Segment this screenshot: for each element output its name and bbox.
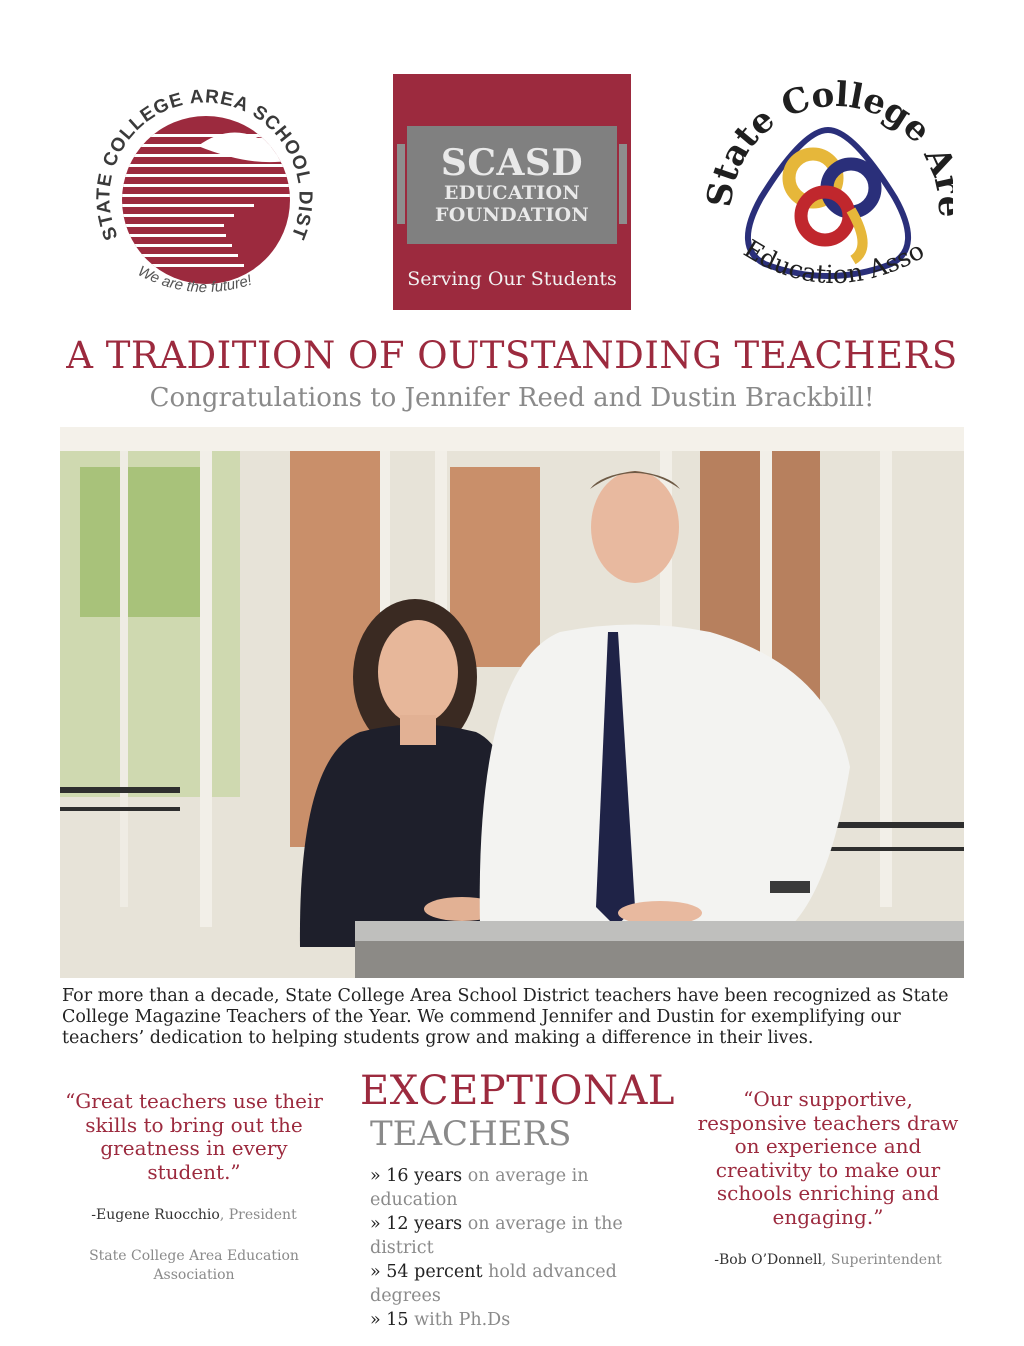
stat-desc: on average in the district (370, 1214, 623, 1258)
intro-paragraph: For more than a decade, State College Area School District teachers have been recognized as State College Magazine Teachers of the Year. We commend Jennifer and Dustin for exemplifying our teachers’ dedication to helping students grow and making a difference in their lives. (62, 986, 949, 1048)
exceptional-title: EXCEPTIONAL (360, 1068, 675, 1114)
stat-desc: with Ph.Ds (408, 1310, 511, 1330)
quote-right-name: -Bob O’Donnell (714, 1252, 822, 1268)
exceptional-subtitle: TEACHERS (370, 1114, 572, 1154)
district-ring-text: STATE COLLEGE AREA SCHOOL DIST (93, 86, 316, 243)
foundation-logo (393, 74, 631, 310)
quote-left-title: , President (219, 1207, 297, 1223)
stat-item: » 12 years on average in the district (370, 1214, 623, 1258)
page-subtitle: Congratulations to Jennifer Reed and Dustin Brackbill! (149, 383, 875, 413)
quote-left-name: -Eugene Ruocchio (91, 1207, 220, 1223)
stat-item: » 54 percent hold advanced degrees (370, 1262, 617, 1306)
quote-right (688, 1088, 968, 1270)
foundation-right-tab (619, 144, 627, 224)
association-bottom-text: Education Asso (738, 233, 929, 290)
foundation-line1: SCASD (440, 142, 584, 184)
stat-value: 15 (386, 1310, 409, 1330)
quote-right-attribution (688, 1251, 968, 1270)
exceptional-teachers-block (360, 1068, 680, 1332)
stat-desc: hold advanced degrees (370, 1262, 617, 1306)
quote-left-org: State College Area Education Association (89, 1248, 299, 1283)
page-title: A TRADITION OF OUTSTANDING TEACHERS (66, 334, 958, 377)
quote-right-title: , Superintendent (821, 1252, 942, 1268)
association-logo (703, 78, 953, 314)
stat-desc: on average in education (370, 1166, 589, 1210)
quote-left-text: “Great teachers use their skills to bring out the greatness in every student.” (65, 1089, 323, 1184)
association-top-text: State College (703, 78, 939, 210)
district-logo (78, 72, 324, 318)
quote-left-attribution (60, 1206, 328, 1225)
stat-value: 16 years (386, 1166, 463, 1186)
foundation-name-box (407, 126, 617, 244)
stats-list (370, 1164, 680, 1332)
quote-right-text: “Our supportive, responsive teachers draw on experience and creativity to make our schools enriching and engaging.” (697, 1087, 959, 1229)
stat-value: 12 years (386, 1214, 463, 1234)
quote-left (60, 1090, 328, 1285)
foundation-left-tab (397, 144, 405, 224)
teachers-photo (60, 427, 964, 978)
foundation-line2: EDUCATION (444, 182, 580, 204)
stat-item: » 16 years on average in education (370, 1166, 589, 1210)
stat-value: 54 percent (386, 1262, 483, 1282)
foundation-line3: FOUNDATION (434, 204, 590, 226)
stat-item: » 15 with Ph.Ds (370, 1310, 511, 1330)
foundation-tagline: Serving Our Students (407, 268, 617, 290)
district-motto: We are the future! (135, 262, 254, 297)
